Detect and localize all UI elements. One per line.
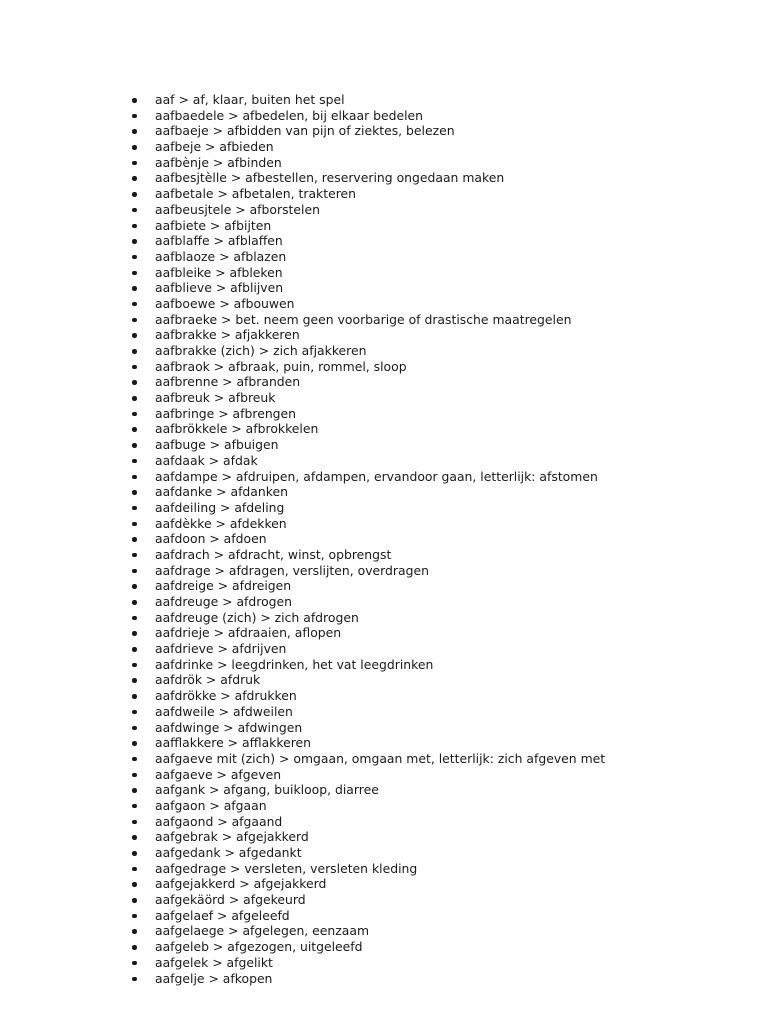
list-item: aafdrinke > leegdrinken, het vat leegdrinken [126,657,605,673]
list-item: aafgaeve > afgeven [126,767,605,783]
list-item: aafbraeke > bet. neem geen voorbarige of drastische maatregelen [126,312,605,328]
list-item: aafdrökke > afdrukken [126,688,605,704]
list-item: aafgelaege > afgelegen, eenzaam [126,923,605,939]
list-item: aaf > af, klaar, buiten het spel [126,92,605,108]
list-item: aafboewe > afbouwen [126,296,605,312]
list-item: aafbleike > afbleken [126,265,605,281]
list-item: aafbeje > afbieden [126,139,605,155]
list-item: aafblaoze > afblazen [126,249,605,265]
list-item: aafflakkere > afflakkeren [126,735,605,751]
list-item: aafdeiling > afdeling [126,500,605,516]
list-item: aafdrieve > afdrijven [126,641,605,657]
list-item: aafdreuge > afdrogen [126,594,605,610]
list-item: aafbuge > afbuigen [126,437,605,453]
list-item: aafdanke > afdanken [126,484,605,500]
list-item: aafgelek > afgelikt [126,955,605,971]
list-item: aafdrach > afdracht, winst, opbrengst [126,547,605,563]
list-item: aafdaak > afdak [126,453,605,469]
list-item: aafdweile > afdweilen [126,704,605,720]
list-item: aafgaon > afgaan [126,798,605,814]
list-item: aafgekäörd > afgekeurd [126,892,605,908]
list-item: aafblieve > afblijven [126,280,605,296]
list-item: aafgeleb > afgezogen, uitgeleefd [126,939,605,955]
list-item: aafgebrak > afgejakkerd [126,829,605,845]
list-item: aafdrieje > afdraaien, aflopen [126,625,605,641]
list-item: aafdampe > afdruipen, afdampen, ervandoor gaan, letterlijk: afstomen [126,469,605,485]
list-item: aafgaond > afgaand [126,814,605,830]
list-item: aafdreige > afdreigen [126,578,605,594]
list-item: aafdèkke > afdekken [126,516,605,532]
list-item: aafbrakke > afjakkeren [126,327,605,343]
list-item: aafgelaef > afgeleefd [126,908,605,924]
list-item: aafbrenne > afbranden [126,374,605,390]
list-item: aafgejakkerd > afgejakkerd [126,876,605,892]
list-item: aafbetale > afbetalen, trakteren [126,186,605,202]
list-item: aafbringe > afbrengen [126,406,605,422]
list-item: aafgaeve mit (zich) > omgaan, omgaan met, letterlijk: zich afgeven met [126,751,605,767]
dictionary-list [126,92,605,986]
list-item: aafdreuge (zich) > zich afdrogen [126,610,605,626]
list-item: aafgelje > afkopen [126,971,605,987]
list-item: aafgedank > afgedankt [126,845,605,861]
list-item: aafbiete > afbijten [126,218,605,234]
list-item: aafbrökkele > afbrokkelen [126,421,605,437]
list-item: aafbesjtèlle > afbestellen, reservering ongedaan maken [126,170,605,186]
list-item: aafgedrage > versleten, versleten kleding [126,861,605,877]
list-item: aafblaffe > afblaffen [126,233,605,249]
list-item: aafbrakke (zich) > zich afjakkeren [126,343,605,359]
list-item: aafgank > afgang, buikloop, diarree [126,782,605,798]
list-item: aafdwinge > afdwingen [126,720,605,736]
list-item: aafbaeje > afbidden van pijn of ziektes, belezen [126,123,605,139]
list-item: aafdoon > afdoen [126,531,605,547]
list-item: aafbeusjtele > afborstelen [126,202,605,218]
list-item: aafbraok > afbraak, puin, rommel, sloop [126,359,605,375]
list-item: aafdrage > afdragen, verslijten, overdragen [126,563,605,579]
list-item: aafbènje > afbinden [126,155,605,171]
list-item: aafdrök > afdruk [126,672,605,688]
list-item: aafbreuk > afbreuk [126,390,605,406]
list-item: aafbaedele > afbedelen, bij elkaar bedelen [126,108,605,124]
